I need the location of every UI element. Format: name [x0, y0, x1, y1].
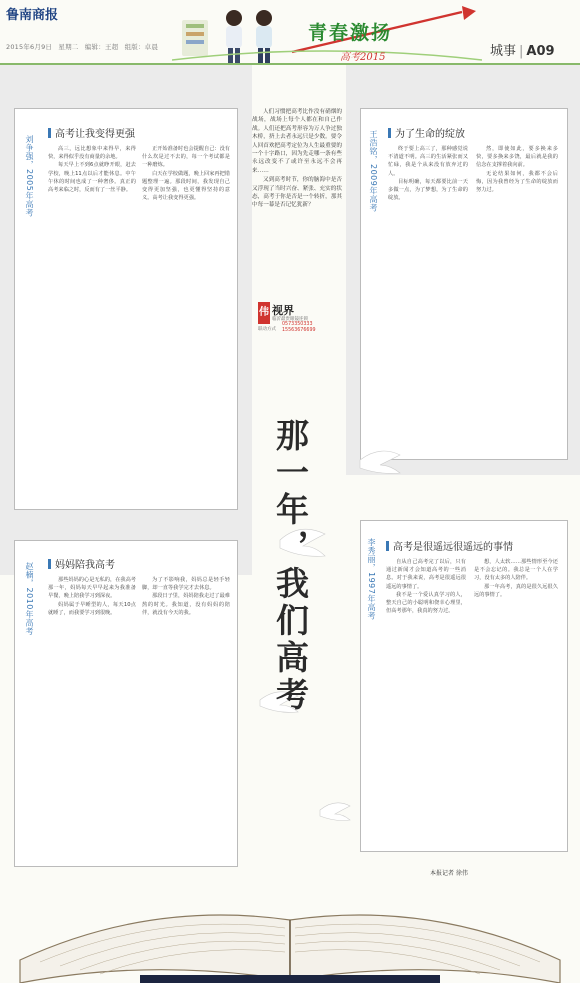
article-body-1b: 正开始准备时也会提醒自己：没有什么坎是过不去的，每一个考试都是一种磨炼。 白天在学校做题，晚上回家再把错题整理一遍。那段时间，我发现自己变得更加坚强，也更懂得坚持的意义。高考让我变得更强。 [142, 146, 230, 202]
article-body-3a: 那些妈妈的心是无私的，在我高考那一年，妈妈每天早早起来为我准备早餐，晚上陪我学习到深夜。 妈妈属于早睡型的人，每天10点就睡了，而我要学习到很晚。 [48, 577, 136, 616]
article-byline-4: 李秀丽，1997年高考 [367, 538, 376, 620]
page-number: A09 [526, 44, 555, 59]
page-headline: 那一年，我们高考 [271, 418, 310, 714]
ad-phone-1: 0573350333 [282, 322, 313, 327]
article-title-4: 高考是很遥远很遥远的事情 [386, 538, 513, 553]
article-body-2b: 然，即使如此，要多换来多快，要多换来多饶，最后就是我的信念在支撑着我向前。 无论结果如何，我都不会后悔，因为我曾经为了生命的绽放而努力过。 [476, 146, 558, 194]
article-title-1: 高考让我变得更强 [48, 125, 135, 140]
section-label: 城事 | A09 [490, 44, 555, 59]
article-byline-3: 赵楠，2010年高考 [25, 562, 34, 636]
intro-text: 人们习惯把高考比作没有硝烟的战场，战场上每个人都在和自己作战。人们还把高考形容为万人争过独木桥，挤上去者永远只是少数。要令人回首欢把高考定位为人生最重要的一个十字路口，因为先走哪一条有些永远改变不了或许至永远不会再来…… 又到高考时节，你的脑海中是否又浮现了当时兴奋、紧张、充实的状态，高考于你是否是一个转折，那其中每一幕是否记忆犹新？ [252, 109, 342, 209]
article-body-2a: 终于要上高三了，那种感觉说不清道不明。高三的生活紧张而又忙碌，我是个从来没有放弃过的人。 目标明确，每天都要比前一天多做一点，为了梦想，为了生命的绽放。 [388, 146, 468, 202]
ad-brand-mark: 伟 [258, 302, 270, 324]
banner-subtitle: 高考2015 [340, 52, 386, 63]
article-title-3: 妈妈陪我高考 [48, 556, 115, 571]
article-body-1a: 高三，远比想象中来得早，来得快，来得似乎没有商量的余地。 每天早上不到6点就睁开眼，赶去学校，晚上11点以后才能休息。中午午休的时间也成了一种奢侈。真正的高考来临之时，反而有了一丝平静。 [48, 146, 136, 194]
issue-weekday: 星期二 [58, 43, 79, 51]
reporter-credit: 本报记者 徐伟 [430, 870, 468, 877]
design-credit: 组版：卓晨 [124, 43, 159, 51]
banner-title: 青春激扬 [308, 22, 393, 44]
ad-contact-label: 联动方式 [258, 327, 276, 332]
ad-brand-name: 视界 [272, 304, 294, 317]
issue-meta [6, 42, 158, 51]
article-title-2: 为了生命的绽放 [388, 125, 465, 140]
ad-phone-2: 15563676699 [282, 328, 316, 333]
article-body-3b: 为了不影响我，妈妈总是轻手轻脚，却一直等我学完才去休息。 那段日子里，妈妈陪我走过了最难熬的时光。我知道，没有妈妈的陪伴，就没有今天的我。 [142, 577, 230, 616]
masthead: 鲁南商报 [6, 8, 59, 23]
open-book-illustration [0, 840, 580, 983]
article-body-4a: 自从自己高考完了以后，只有通过新闻才会知道高考的一些消息。对于我来说，高考是很遥远很遥远的事情了。 我不是一个爱认真学习的人，整天自己的小聪明和侥幸心理里，但高考那年，我真的努力过。 [386, 559, 466, 615]
article-byline-1: 刘争强，2005年高考 [25, 135, 34, 217]
section-name: 城事 [490, 44, 517, 59]
article-body-4b: 想，人太软……那些情形至今还是不会忘记的。我总是一个人在学习，没有太多的人陪伴。 那一年高考，真的是很久远很久远的事情了。 [474, 559, 558, 598]
article-byline-2: 王浩铭，2009年高考 [369, 130, 378, 212]
editor-credit: 编辑：王超 [84, 43, 119, 51]
ad-tagline: 临沂最贵眼镜连锁 [272, 317, 308, 322]
optical-ad [258, 302, 344, 332]
issue-date: 2015年6月9日 [6, 43, 53, 51]
